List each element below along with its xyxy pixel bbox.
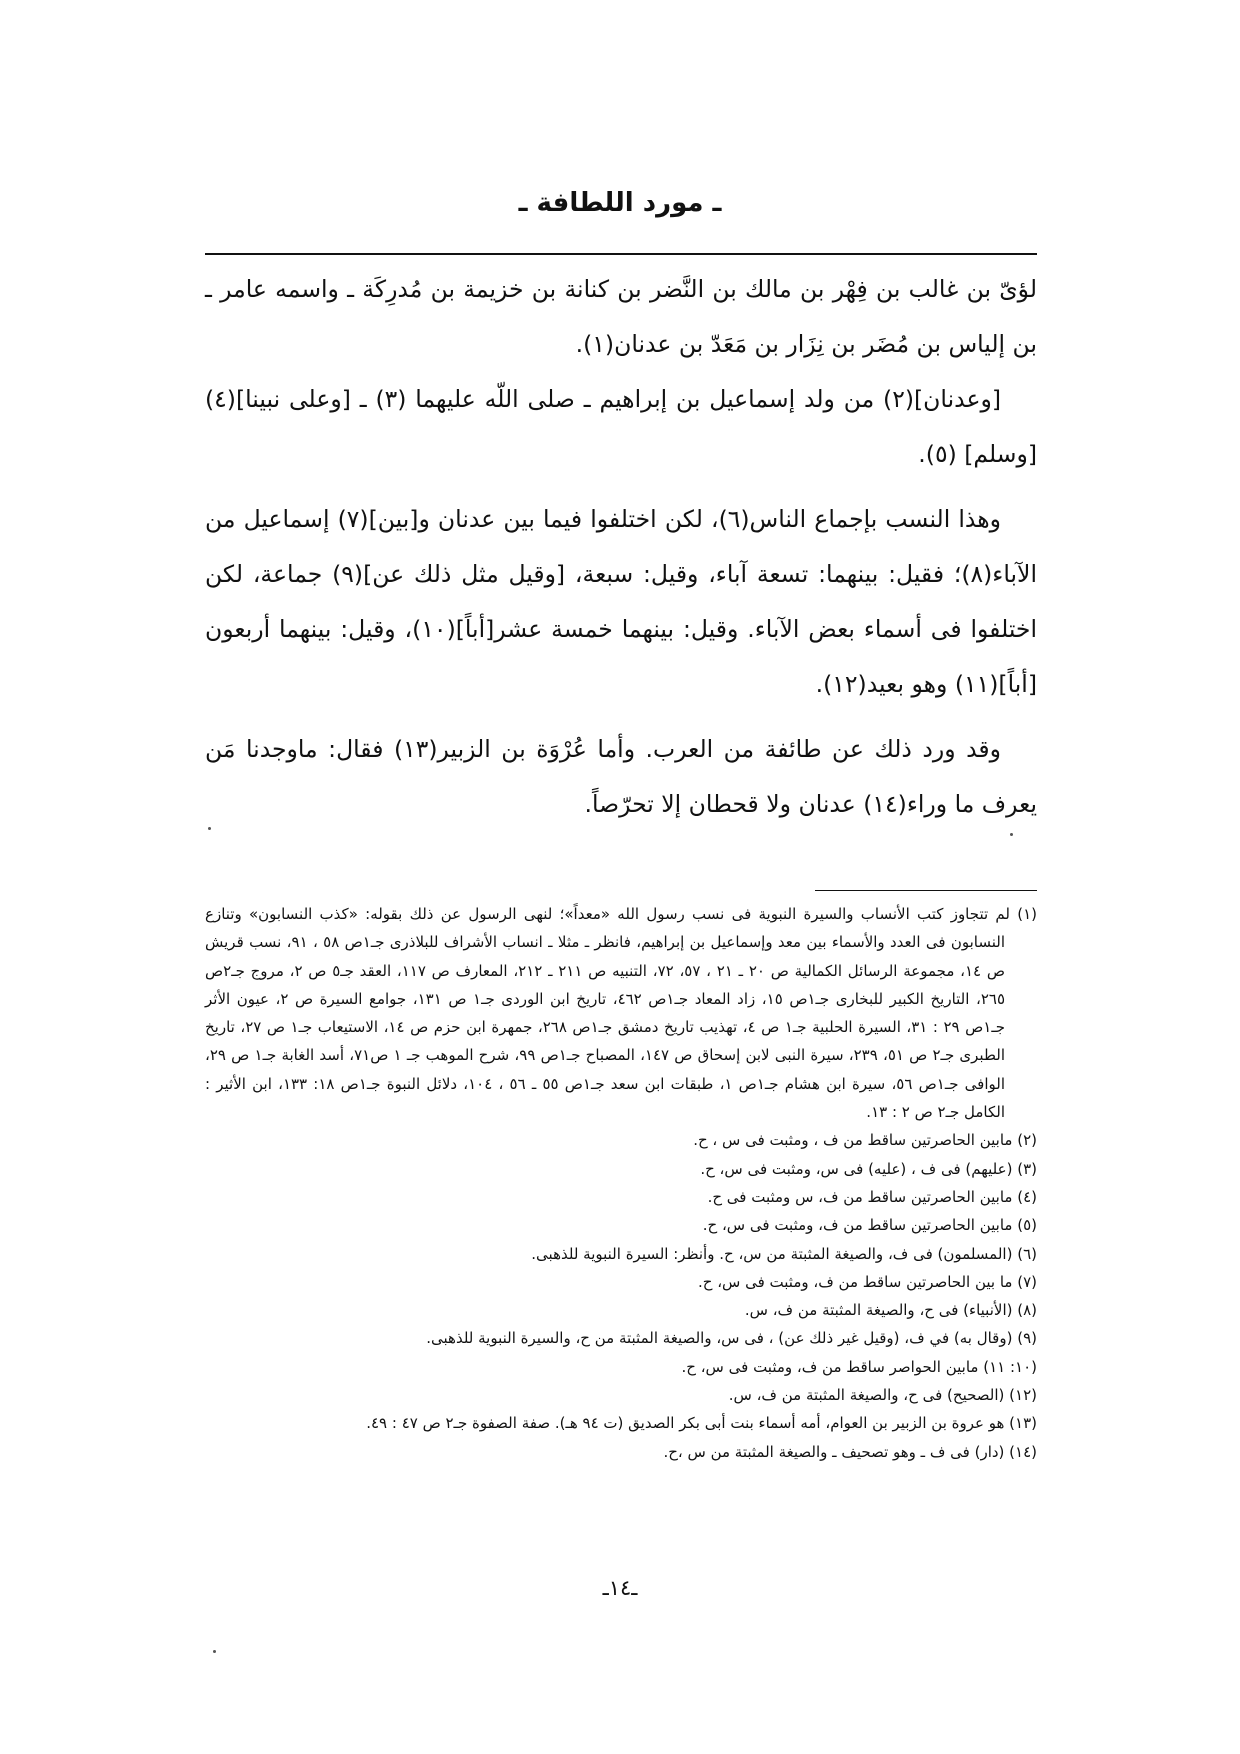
footnote-item: (٢) مابين الحاصرتين ساقط من ف ، ومثبت فى س ، ح. — [693, 1131, 1037, 1150]
footnotes — [205, 900, 1037, 1466]
paragraph: وقد ورد ذلك عن طائفة من العرب. وأما عُرْوَة بن الزبير(١٣) فقال: ماوجدنا مَن يعرف ما وراء(١٤) عدنان ولا قحطان إلا تحرّصاً. — [205, 735, 1037, 818]
paragraph: [وعدنان](٢) من ولد إسماعيل بن إبراهيم ـ صلى اللّه عليهما (٣) ـ [وعلى نبينا](٤) [وسلم] (٥). — [205, 385, 1037, 468]
running-header: ـ مورد اللطافة ـ — [518, 188, 722, 218]
footnote-item: (١٤) (دار) فى ف ـ وهو تصحيف ـ والصيغة المثبتة من س ،ح. — [663, 1442, 1037, 1461]
footnote-item: (١٠: ١١) مابين الحواصر ساقط من ف، ومثبت فى س، ح. — [681, 1357, 1037, 1376]
footnote-item: (٤) مابين الحاصرتين ساقط من ف، س ومثبت فى ح. — [707, 1187, 1037, 1206]
paragraph: وهذا النسب بإجماع الناس(٦)، لكن اختلفوا فيما بين عدنان و[بين](٧) إسماعيل من الآباء(٨)؛ فقيل: بينهما: تسعة آباء، وقيل: سبعة، [وقيل مثل ذلك عن](٩) جماعة، لكن اختلفوا فى أسماء بعض الآباء. وقيل: بينهما خمسة عشر[أباً](١٠)، وقيل: بينهما أربعون [أباً](١١) وهو بعيد(١٢). — [205, 505, 1037, 698]
scan-speck — [1010, 833, 1013, 836]
footnote-item: (٨) (الأنبياء) فى ح، والصيغة المثبتة من ف، س. — [744, 1301, 1037, 1320]
footnote-item: (٣) (عليهم) فى ف ، (عليه) فى س، ومثبت فى س، ح. — [700, 1159, 1037, 1178]
header-rule — [205, 253, 1037, 255]
footnote-item: (١) لم تتجاوز كتب الأنساب والسيرة النبوية فى نسب رسول الله «معداً»؛ لنهى الرسول عن ذلك بقوله: «كذب النسابون» وتنازع النسابون فى العدد والأسماء بين معد وإسماعيل بن إبراهيم، فانظر ـ مثلا ـ انساب الأشراف للبلاذرى جـ١ص ٥٨ ، ٩١، نسب قريش ص ١٤، مجموعة الرسائل الكمالية ص ٢٠ ـ ٢١ ، ٥٧، ٧٢، التنبيه ص ٢١١ ـ ٢١٢، المعارف ص ١١٧، العقد جـ٥ ص ٢، مروج جـ٢ص ٢٦٥، التاريخ الكبير للبخارى جـ١ص ١٥، زاد المعاد جـ١ص ٤٦٢، تاريخ ابن الوردى جـ١ ص ١٣١، جوامع السيرة ص ٢، عيون الأثر جـ١ص ٢٩ : ٣١، السيرة الحلبية جـ١ ص ٤، تهذيب تاريخ دمشق جـ١ص ٢٦٨، جمهرة ابن حزم ص ١٤، الاستيعاب جـ١ ص ٢٧، تاريخ الطبرى جـ٢ ص ٥١، ٢٣٩، سيرة النبى لابن إسحاق ص ١٤٧، المصباح جـ١ص ٩٩، شرح الموهب جـ ١ ص٧١، أسد الغابة جـ١ ص ٢٩، الوافى جـ١ص ٥٦، سيرة ابن هشام جـ١ص ١، طبقات ابن سعد جـ١ص ٥٥ ـ ٥٦ ، ١٠٤، دلائل النبوة جـ١ص ١٨: ١٣٣، ابن الأثير : الكامل جـ٢ ص ٢ : ١٣. — [205, 905, 1037, 1122]
page-number: ـ١٤ـ — [602, 1576, 638, 1600]
footnote-item: (١٣) هو عروة بن الزبير بن العوام، أمه أسماء بنت أبى بكر الصديق (ت ٩٤ هـ). صفة الصفوة جـ٢ ص ٤٧ : ٤٩. — [366, 1414, 1037, 1433]
footnote-item: (٦) (المسلمون) فى ف، والصيغة المثبتة من س، ح. وأنظر: السيرة النبوية للذهبى. — [531, 1244, 1037, 1263]
footnote-rule — [815, 890, 1037, 891]
main-text — [205, 262, 1037, 832]
footnote-item: (١٢) (الصحيح) فى ح، والصيغة المثبتة من ف، س. — [728, 1386, 1037, 1405]
footnote-item: (٩) (وقال به) في ف، (وقيل غير ذلك عن) ، فى س، والصيغة المثبتة من ح، والسيرة النبوية للذهبى. — [426, 1329, 1037, 1348]
scan-speck — [213, 1650, 216, 1653]
footnote-item: (٧) ما بين الحاصرتين ساقط من ف، ومثبت فى س، ح. — [697, 1272, 1037, 1291]
paragraph: لؤىّ بن غالب بن فِهْر بن مالك بن النَّضر بن كنانة بن خزيمة بن مُدرِكَة ـ واسمه عامر ـ بن إلياس بن مُضَر بن نِزَار بن مَعَدّ بن عدنان(١). — [205, 275, 1037, 358]
scan-speck — [208, 827, 211, 830]
footnote-item: (٥) مابين الحاصرتين ساقط من ف، ومثبت فى س، ح. — [702, 1216, 1037, 1235]
